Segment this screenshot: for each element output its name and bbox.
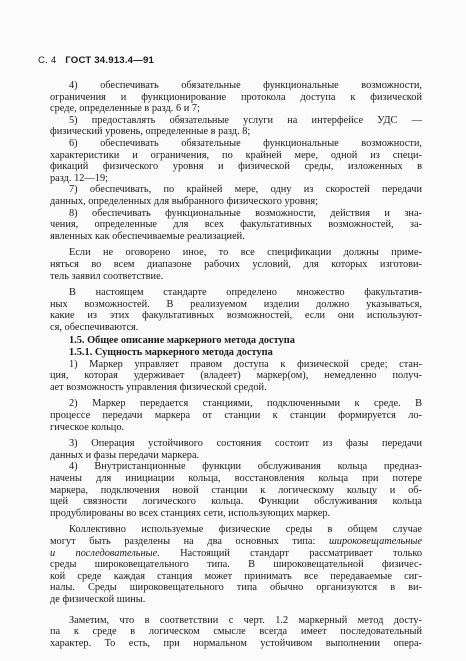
text-line: характеристики и ограничения, по крайней мере, одной из специ- <box>50 149 422 161</box>
text-line: 6) обеспечивать обязательные функциональные возможности, <box>69 137 422 149</box>
text-line: кой среде каждая станция может принимать все передаваемые сиг- <box>50 570 422 582</box>
text-line: физический уровень, определенные в разд. 8; <box>50 126 251 138</box>
term-sequential: и последовательные. <box>50 547 160 559</box>
text-line: процессе передачи маркера от станции к станции формируется ло- <box>50 410 422 422</box>
text-line: Заметим, что в соответствии с черт. 1.2 маркерный метод досту- <box>69 614 422 626</box>
text-line: В настоящем стандарте определено множество факультатив- <box>69 287 422 299</box>
text-line: фикаций физического уровня и физической среды, изложенных в <box>50 161 422 173</box>
standard-designation: ГОСТ 34.913.4—91 <box>65 55 155 66</box>
text-line: начены для инициации кольца, восстановления кольца при потере <box>50 473 422 484</box>
text-line: 1) Маркер управляет правом доступа к физической среде; стан- <box>69 358 422 370</box>
paragraph-conformance <box>50 247 422 282</box>
text-line: характер. То есть, при нормальном устойчивом выполнении опера- <box>50 637 422 649</box>
list-item-3 <box>50 438 422 461</box>
text-line: могут быть разделены на два основных типа: широковещательные <box>50 535 422 547</box>
page-header <box>38 55 154 67</box>
list-item-6 <box>50 138 422 184</box>
list-item-7 <box>50 184 422 207</box>
text-line: данных и фазы передачи маркера. <box>50 449 200 461</box>
text-line: среды широковещательного типа. В широковещательной физичес- <box>50 559 422 571</box>
paragraph-logical-sequence <box>50 615 422 650</box>
text-line: и последовательные. Настоящий стандарт рассматривает только <box>50 547 422 559</box>
text-line: 4) Внутристанционные функции обслуживания кольца предназ- <box>69 461 422 473</box>
page-number: С. 4 <box>38 55 57 66</box>
text-line: Коллективно используемые физические среды в общем случае <box>69 524 422 536</box>
text-line: щей связности логического кольца. Функции обслуживания кольца <box>50 496 422 508</box>
text-line: няться во всем диапазоне рабочих условий, для которых изготови- <box>50 258 422 270</box>
text-line: 7) обеспечивать, по крайней мере, одну из скоростей передачи <box>69 184 422 196</box>
list-item-5 <box>50 115 422 138</box>
text-line: па к среде в логическом смысле всегда имеет последовательный <box>50 626 422 638</box>
text-line: ает возможность управления физической средой. <box>50 381 267 393</box>
text-line: разд. 12—19; <box>50 172 109 184</box>
text-line: данных, определенных для выбранного физического уровня; <box>50 195 319 207</box>
text-line: 3) Операция устойчивого состояния состоит из фазы передачи <box>69 438 422 450</box>
text-line: ограничения и функционирование протокола доступа к физической <box>50 91 422 103</box>
text-line: продублированы во всех станциях сети, использующих маркер. <box>50 507 331 519</box>
text-line: ция, которая удерживает (владеет) маркер(ом), немедленно получ- <box>50 370 422 382</box>
paragraph-shared-media <box>50 524 422 605</box>
text-line: Если не оговорено иное, то все спецификации должны приме- <box>69 247 422 259</box>
text-line: де физической шины. <box>50 593 146 605</box>
text-line: 5) предоставлять обязательные услуги на интерфейсе УДС — <box>69 114 422 126</box>
text-line: 4) обеспечивать обязательные функциональные возможности, <box>69 80 422 91</box>
term-broadcast: широковещательные <box>328 535 422 547</box>
text-line: налы. Среды широковещательного типа обычно организуются в ви- <box>50 582 422 594</box>
text-line: ся, обеспечиваются. <box>50 321 139 333</box>
text-line: ных возможностей. В реализуемом изделии должно указываться, <box>50 298 422 310</box>
list-item-4b <box>50 461 422 519</box>
text-line: среде, определенные в разд. 6 и 7; <box>50 103 200 115</box>
text-line: явленных как обеспечиваемые реализацией. <box>50 230 245 242</box>
subsection-heading: 1.5.1. Сущность маркерного метода доступа <box>69 347 273 359</box>
text-line: 2) Маркер передается станциями, подключенными к среде. В <box>69 398 422 410</box>
list-item-8 <box>50 208 422 243</box>
list-item-2 <box>50 398 422 433</box>
list-item-4 <box>50 80 422 115</box>
list-item-1 <box>50 359 422 394</box>
text-line: тель заявил соответствие. <box>50 270 164 282</box>
section-heading: 1.5. Общее описание маркерного метода доступа <box>69 335 295 347</box>
text-line: гическое кольцо. <box>50 421 125 433</box>
text-line: чения, определенные для всех факультативных возможностей, за- <box>50 219 422 231</box>
paragraph-optional-features <box>50 287 422 333</box>
text-line: 8) обеспечивать функциональные возможности, действия и зна- <box>69 207 422 219</box>
page-body <box>50 80 422 649</box>
text-line: маркера, подключения новой станции к логическому кольцу и об- <box>50 484 422 496</box>
text-line: какие из этих факультативных возможностей, если они используют- <box>50 310 422 322</box>
